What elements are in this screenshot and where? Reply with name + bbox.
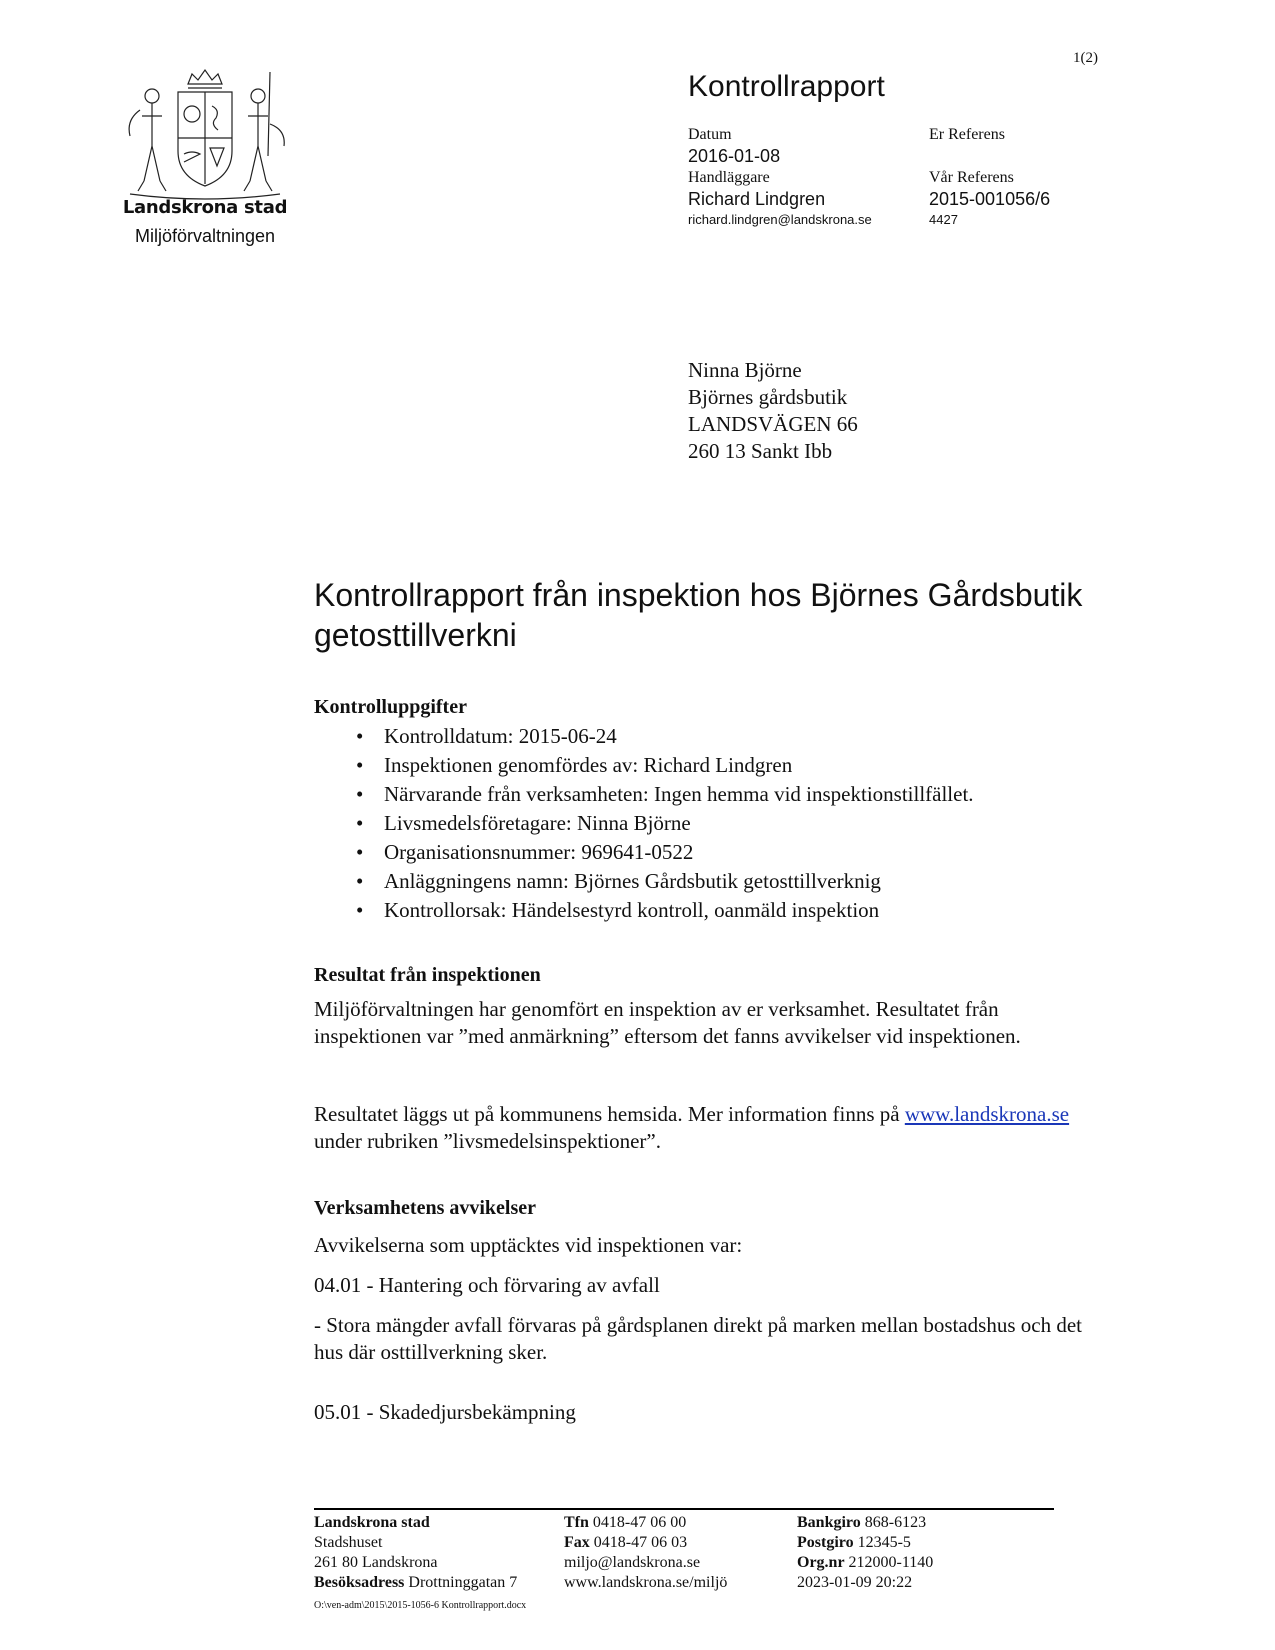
handlaggare-value: Richard Lindgren — [688, 189, 826, 209]
handlaggare-label: Handläggare — [688, 169, 770, 186]
bullet-icon: • — [356, 753, 364, 777]
er-referens-label: Er Referens — [929, 126, 1005, 143]
bullet-icon: • — [356, 811, 364, 835]
list-item: • Organisationsnummer: 969641-0522 — [314, 838, 974, 867]
landskrona-website-link[interactable]: www.landskrona.se — [904, 1102, 1070, 1126]
avvikelse-1-text: - Stora mängder avfall förvaras på gårdsplanen direkt på marken mellan bostadshus och det hus där osttillverkning sker. — [314, 1313, 1082, 1364]
department-name: Miljöförvaltningen — [134, 226, 276, 246]
list-item: • Inspektionen genomfördes av: Richard Lindgren — [314, 751, 974, 780]
footer-contact: Tfn 0418-47 06 00 Fax 0418-47 06 03 miljo@landskrona.se www.landskrona.se/miljö — [564, 1514, 728, 1591]
resultat-heading: Resultat från inspektionen — [314, 964, 541, 986]
list-item: • Närvarande från verksamheten: Ingen hemma vid inspektionstillfället. — [314, 780, 974, 809]
kontrolluppgifter-list — [314, 722, 974, 925]
avvikelse-1-title: 04.01 - Hantering och förvaring av avfall — [314, 1273, 660, 1297]
datum-value: 2016-01-08 — [688, 146, 781, 166]
list-item: • Anläggningens namn: Björnes Gårdsbutik getosttillverknig — [314, 867, 974, 896]
bullet-icon: • — [356, 840, 364, 864]
bullet-icon: • — [356, 898, 364, 922]
list-item: • Kontrollorsak: Händelsestyrd kontroll, oanmäld inspektion — [314, 896, 974, 925]
datum-label: Datum — [688, 126, 732, 143]
recipient-name: Ninna Björne — [688, 358, 802, 382]
recipient-street: LANDSVÄGEN 66 — [688, 412, 858, 436]
footer-payment: Bankgiro 868-6123 Postgiro 12345-5 Org.nr 212000-1140 2023-01-09 20:22 — [797, 1514, 934, 1591]
recipient-postal: 260 13 Sankt Ibb — [688, 439, 833, 463]
avvikelse-2-title: 05.01 - Skadedjursbekämpning — [314, 1400, 576, 1424]
handlaggare-email: richard.lindgren@landskrona.se — [688, 212, 872, 227]
footer-address: Landskrona stad Stadshuset 261 80 Landskrona Besöksadress Drottninggatan 7 — [314, 1514, 518, 1591]
report-title: Kontrollrapport från inspektion hos Björnes Gårdsbutik getosttillverkni — [314, 577, 1083, 653]
page-number: 1(2) — [1073, 50, 1098, 66]
org-name: Landskrona stad — [122, 197, 288, 218]
document-type: Kontrollrapport — [688, 70, 885, 103]
recipient-company: Björnes gårdsbutik — [688, 385, 848, 409]
bullet-icon: • — [356, 869, 364, 893]
bullet-icon: • — [356, 782, 364, 806]
coat-of-arms-logo — [110, 66, 300, 216]
list-item: • Livsmedelsföretagare: Ninna Björne — [314, 809, 974, 838]
recipient-address — [688, 357, 858, 465]
var-referens-value: 2015-001056/6 — [929, 189, 1051, 209]
avvikelser-intro: Avvikelserna som upptäcktes vid inspektionen var: — [314, 1233, 743, 1257]
resultat-paragraph-1: Miljöförvaltningen har genomfört en inspektion av er verksamhet. Resultatet från inspektionen var ”med anmärkning” eftersom det fanns avvikelser vid inspektionen. — [314, 997, 1021, 1048]
file-path: O:\ven-adm\2015\2015-1056-6 Kontrollrapport.docx — [314, 1600, 527, 1611]
avvikelser-heading: Verksamhetens avvikelser — [314, 1197, 537, 1219]
var-referens-extra: 4427 — [929, 212, 958, 227]
bullet-icon: • — [356, 724, 364, 748]
kontrolluppgifter-heading: Kontrolluppgifter — [314, 696, 467, 718]
footer-divider — [314, 1508, 1054, 1510]
list-item: • Kontrolldatum: 2015-06-24 — [314, 722, 974, 751]
resultat-paragraph-2: Resultatet läggs ut på kommunens hemsida. Mer information finns på www.landskrona.se under rubriken ”livsmedelsinspektioner”. — [314, 1102, 1070, 1153]
var-referens-label: Vår Referens — [929, 169, 1014, 186]
